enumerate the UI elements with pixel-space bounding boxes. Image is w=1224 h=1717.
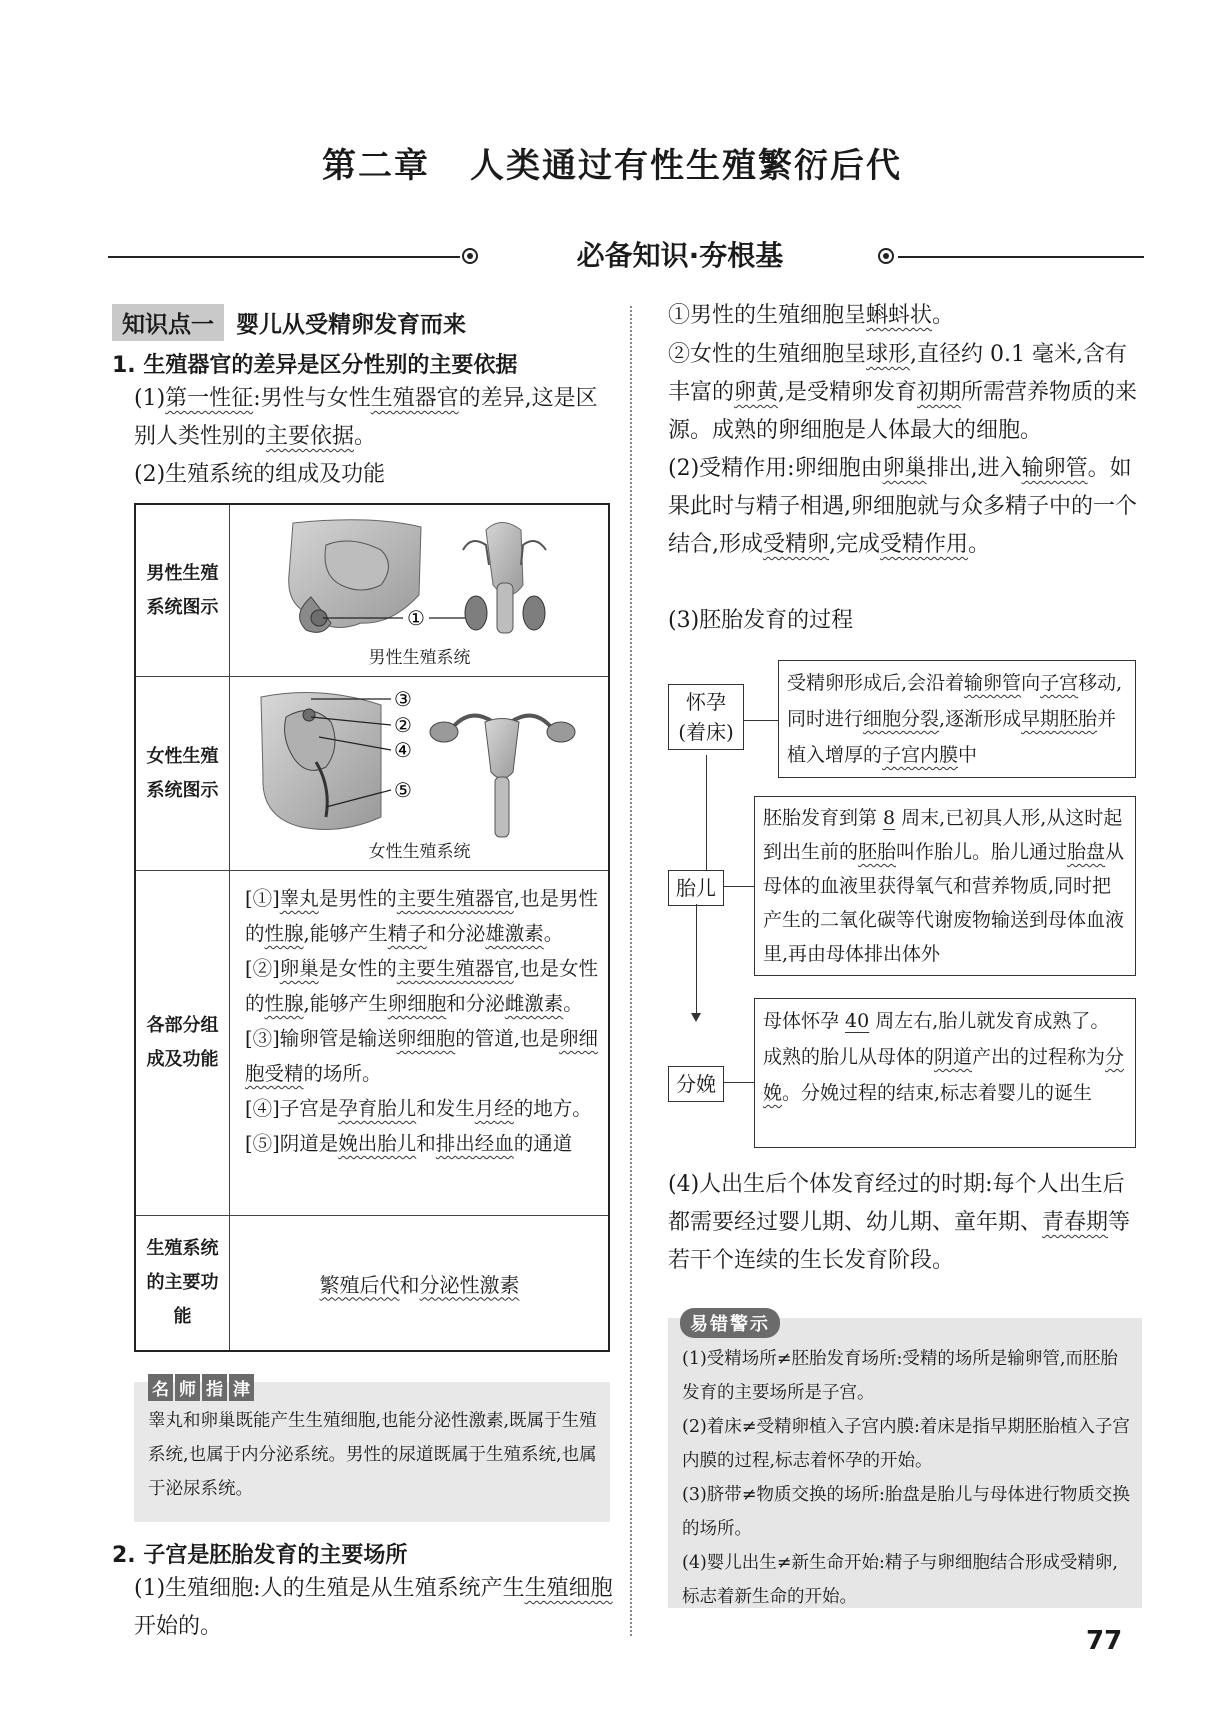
- note-tag-char: 名: [148, 1374, 173, 1401]
- row-label-parts: 各部分组成及功能: [136, 871, 230, 1215]
- main-function-b: 分泌性激素: [419, 1272, 520, 1297]
- term: 生殖细胞: [524, 1576, 613, 1601]
- flow-arrow-line: [706, 755, 707, 877]
- flow-arrow-line: [696, 904, 697, 1016]
- knowledge-point-tag: 知识点一: [112, 304, 224, 341]
- reproductive-system-table: [134, 503, 610, 1352]
- flow-label-delivery: 分娩: [668, 1066, 724, 1102]
- note-tag-char: 师: [175, 1374, 200, 1401]
- note-tag-char: 津: [229, 1374, 254, 1401]
- table-row-female: [136, 677, 608, 871]
- chapter-number: 第二章: [322, 146, 430, 186]
- male-caption: 男性生殖系统: [368, 648, 471, 668]
- term: 第一性征: [165, 386, 254, 411]
- text: 这是区别人类性别的: [134, 386, 598, 449]
- marker-4: ④: [394, 738, 412, 762]
- marker-5: ⑤: [394, 778, 412, 802]
- row-label-main-function: 生殖系统的主要功能: [136, 1216, 230, 1350]
- mistake-item: (4)婴儿出生≠新生命开始:精子与卵细胞结合形成受精卵,标志着新生命的开始。: [682, 1553, 1118, 1607]
- common-mistakes-box: [668, 1314, 1142, 1608]
- paragraph-fertilization: (2)受精作用:卵细胞由卵巢排出,进入输卵管。如果此时与精子相遇,卵细胞就与众多精子中的一个结合,形成受精卵,完成受精作用。: [668, 456, 1137, 557]
- parts-function-cell: [231, 871, 608, 1215]
- flow-connector: [744, 720, 778, 721]
- main-function-a: 繁殖后代: [319, 1272, 400, 1297]
- parts-function-text: [245, 881, 601, 1161]
- paragraph-egg: ②女性的生殖细胞呈球形,直径约 0.1 毫米,含有丰富的卵黄,是受精卵发育初期所需营养物质的来源。成熟的卵细胞是人体最大的细胞。: [668, 342, 1138, 443]
- banner-dot-left-icon: [462, 248, 478, 264]
- func-testis: [①]睾丸是男性的主要生殖器官,也是男性的性腺,能够产生精子和分泌雄激素。: [245, 887, 598, 945]
- func-uterus: [④]子宫是孕育胎儿和发生月经的地方。: [245, 1097, 592, 1120]
- banner-rule-right: [898, 256, 1144, 258]
- text: (1): [134, 386, 166, 411]
- column-divider: [630, 306, 632, 1636]
- text: 。: [354, 424, 377, 449]
- paragraph-system-heading: (2)生殖系统的组成及功能: [134, 462, 386, 487]
- flow-connector: [724, 1082, 754, 1083]
- term: 生殖器官: [370, 386, 459, 411]
- flow-box-pregnancy: 受精卵形成后,会沿着输卵管向子宫移动,同时进行细胞分裂,逐渐形成早期胚胎并植入增厚的子宫内膜中: [778, 660, 1136, 778]
- flow-label-pregnancy: [668, 684, 744, 750]
- common-mistakes-text: [682, 1342, 1130, 1614]
- term: 主要依据: [266, 424, 355, 449]
- heading-2: 2. 子宫是胚胎发育的主要场所: [112, 1543, 408, 1568]
- flow-box-fetus: 胚胎发育到第 8 周末,已初具人形,从这时起到出生前的胚胎叫作胎儿。胎儿通过胎盘从母体的血液里获得氧气和营养物质,同时把产生的二氧化碳等代谢废物输送到母体血液里,再由母体排出体外: [754, 796, 1136, 976]
- chapter-name: 人类通过有性生殖繁衍后代: [470, 146, 902, 186]
- teacher-note-text: 睾丸和卵巢既能产生生殖细胞,也能分泌性激素,既属于生殖系统,也属于内分泌系统。男性的尿道既属于生殖系统,也属于泌尿系统。: [148, 1411, 597, 1499]
- paragraph-first-sex-trait: [134, 380, 618, 456]
- table-row-main-function: [136, 1216, 608, 1350]
- flow-label-fetus: 胎儿: [668, 870, 724, 906]
- main-function-cell: [231, 1216, 608, 1350]
- paragraph-sperm: ①男性的生殖细胞呈蝌蚪状。: [668, 303, 955, 328]
- paragraph-postnatal: (4)人出生后个体发育经过的时期:每个人出生后都需要经过婴儿期、幼儿期、童年期、青春期等若干个连续的生长发育阶段。: [668, 1172, 1131, 1273]
- func-ovary: [②]卵巢是女性的主要生殖器官,也是女性的性腺,能够产生卵细胞和分泌雌激素。: [245, 957, 598, 1015]
- table-row-parts: [136, 871, 608, 1216]
- page-number: 77: [1086, 1626, 1123, 1656]
- func-oviduct: [③]输卵管是输送卵细胞的管道,也是卵细胞受精的场所。: [245, 1027, 598, 1085]
- paragraph-germ-cells: [134, 1570, 618, 1646]
- male-diagram-cell: [231, 505, 608, 676]
- common-mistakes-tag: 易错警示: [680, 1308, 780, 1338]
- heading-1: 1. 生殖器官的差异是区分性别的主要依据: [112, 353, 518, 378]
- section-title: 必备知识·夯根基: [576, 239, 784, 272]
- marker-3: ③: [394, 687, 412, 711]
- knowledge-point-header: [112, 304, 466, 341]
- teacher-note: [134, 1382, 610, 1522]
- func-vagina: [⑤]阴道是娩出胎儿和排出经血的通道: [245, 1132, 573, 1155]
- row-label-female: 女性生殖系统图示: [136, 677, 230, 870]
- flow-connector: [724, 886, 754, 887]
- text: 的差异,: [458, 386, 532, 411]
- female-caption: 女性生殖系统: [368, 842, 471, 862]
- pregnancy-label-a: 怀孕: [686, 690, 726, 714]
- note-tag-char: 指: [202, 1374, 227, 1401]
- text: :男性与女性: [253, 386, 371, 411]
- pregnancy-label-b: (着床): [678, 720, 734, 744]
- female-diagram-cell: [231, 677, 608, 870]
- mistake-item: (2)着床≠受精卵植入子宫内膜:着床是指早期胚胎植入子宫内膜的过程,标志着怀孕的开始。: [682, 1417, 1130, 1471]
- main-function-and: 和: [399, 1272, 420, 1297]
- table-row-male: [136, 505, 608, 677]
- text: 开始的。: [134, 1614, 223, 1639]
- mistake-item: (1)受精场所≠胚胎发育场所:受精的场所是输卵管,而胚胎发育的主要场所是子宫。: [682, 1349, 1118, 1403]
- arrow-down-icon: [691, 1013, 701, 1022]
- mistake-item: (3)脐带≠物质交换的场所:胎盘是胎儿与母体进行物质交换的场所。: [682, 1485, 1130, 1539]
- chapter-title: [0, 138, 1224, 187]
- teacher-note-tag: [148, 1374, 254, 1401]
- row-label-male: 男性生殖系统图示: [136, 505, 230, 676]
- marker-2: ②: [394, 713, 412, 737]
- banner-dot-right-icon: [878, 248, 894, 264]
- knowledge-point-title: 婴儿从受精卵发育而来: [236, 312, 466, 338]
- marker-1: ①: [407, 606, 425, 630]
- section-banner: [108, 236, 1144, 276]
- flow-box-delivery: 母体怀孕 40 周左右,胎儿就发育成熟了。成熟的胎儿从母体的阴道产出的过程称为分娩。分娩过程的结束,标志着婴儿的诞生: [754, 998, 1136, 1148]
- paragraph-embryo-process: (3)胚胎发育的过程: [668, 608, 854, 633]
- banner-rule-left: [108, 256, 460, 258]
- text: (1)生殖细胞:人的生殖是从生殖系统产生: [134, 1576, 525, 1601]
